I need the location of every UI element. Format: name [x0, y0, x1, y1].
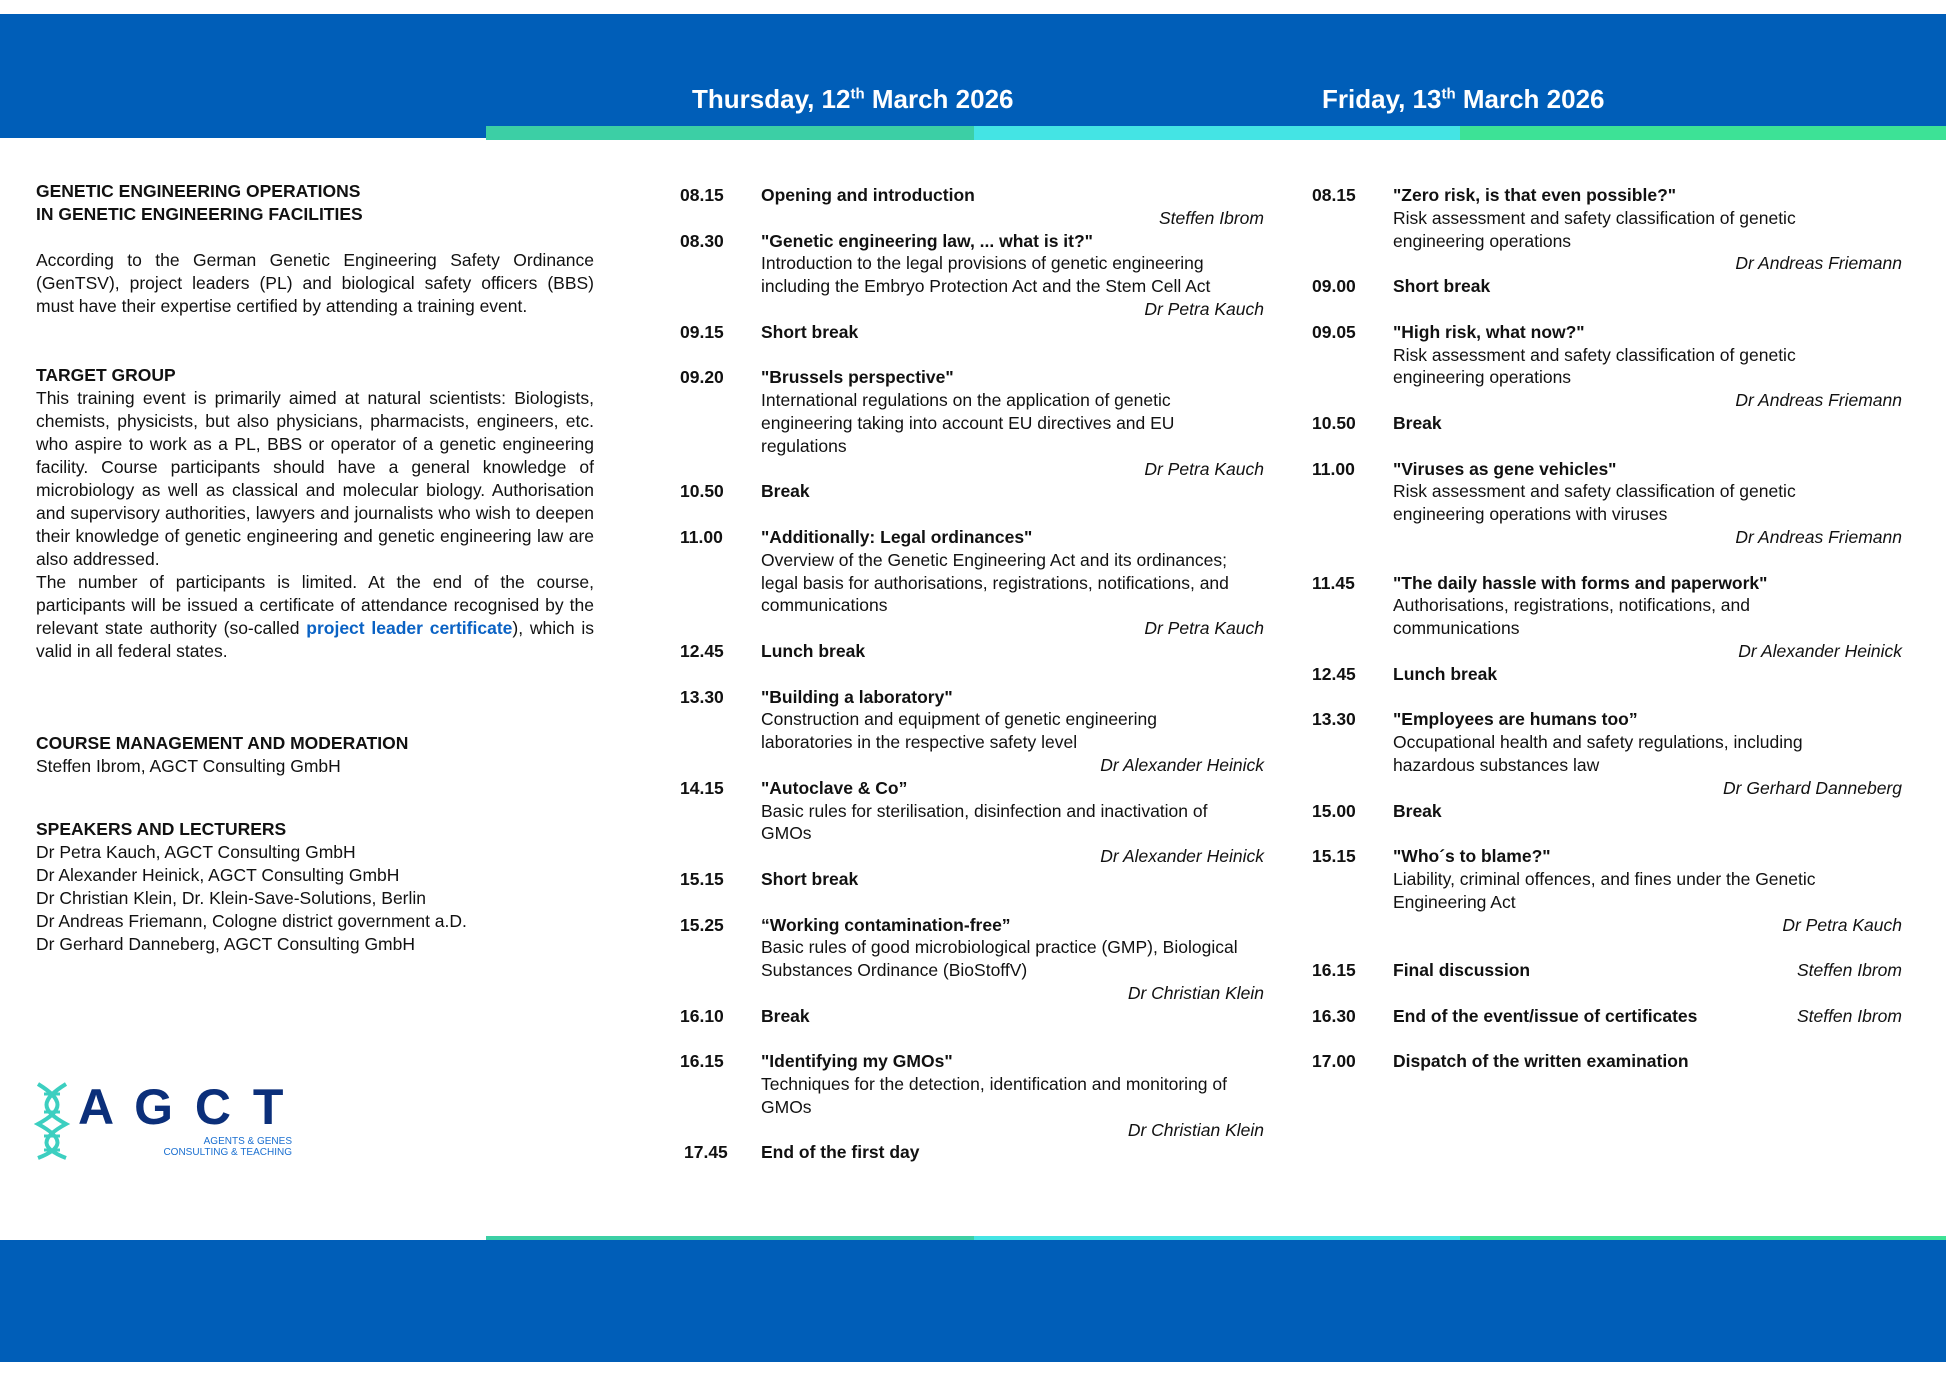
- course-info-column: [36, 180, 594, 956]
- logo-tagline: AGENTS & GENES CONSULTING & TEACHING: [163, 1136, 292, 1158]
- schedule-item: 16.15 Final discussion Steffen Ibrom: [1312, 960, 1902, 981]
- schedule-item: 09.00 Short break: [1312, 276, 1491, 297]
- thursday-heading: Thursday, 12th March 2026: [692, 84, 1014, 114]
- schedule-item: 14.15 "Autoclave & Co” Basic rules for sterilisation, disinfection and inactivation of GMOs Dr Alexander Heinick: [680, 777, 1264, 867]
- speakers-heading: SPEAKERS AND LECTURERS: [36, 819, 287, 839]
- schedule-item: 13.30 "Employees are humans too” Occupational health and safety regulations, including hazardous substances law Dr Gerhard Danneberg: [1312, 709, 1902, 798]
- schedule-item: 15.15 Short break: [680, 868, 859, 889]
- schedule-item: 13.30 "Building a laboratory" Construction and equipment of genetic engineering laboratories in the respective safety level Dr Alexander Heinick: [680, 686, 1264, 775]
- participants-text: The number of participants is limited. At the end of the course, participants will be issued a certificate of attendance recognised by the relevant state authority (so-called project leader certificate), which is valid in all federal states.: [36, 572, 594, 661]
- header-stripe-3: [1460, 126, 1946, 140]
- speaker-item: Dr Petra Kauch, AGCT Consulting GmbH: [36, 842, 356, 862]
- speakers-list: [36, 841, 594, 956]
- schedule-item: 15.15 "Who´s to blame?" Liability, criminal offences, and fines under the Genetic Engineering Act Dr Petra Kauch: [1312, 846, 1902, 935]
- schedule-item: 17.00 Dispatch of the written examination: [1312, 1051, 1689, 1072]
- target-group-heading: TARGET GROUP: [36, 365, 176, 385]
- schedule-item: 12.45 Lunch break: [1312, 663, 1498, 684]
- schedule-item: 16.10 Break: [680, 1005, 810, 1026]
- course-management-text: Steffen Ibrom, AGCT Consulting GmbH: [36, 756, 341, 776]
- project-leader-certificate-link[interactable]: project leader certificate: [306, 618, 513, 638]
- speaker-item: Dr Andreas Friemann, Cologne district government a.D.: [36, 911, 467, 931]
- header-stripe-1: [486, 126, 974, 140]
- schedule-item: 12.45 Lunch break: [680, 640, 866, 661]
- thursday-schedule: [680, 184, 1264, 1164]
- schedule-item: 09.15 Short break: [680, 321, 859, 342]
- schedule-item: 17.45 End of the first day: [684, 1142, 920, 1163]
- schedule-item: 11.45 "The daily hassle with forms and paperwork" Authorisations, registrations, notifications, and communications Dr Alexander Heinick: [1312, 572, 1902, 661]
- main-heading-line-2: IN GENETIC ENGINEERING FACILITIES: [36, 204, 363, 224]
- schedule-item: 08.15 "Zero risk, is that even possible?" Risk assessment and safety classification of genetic engineering operations Dr Andreas Friemann: [1312, 185, 1902, 274]
- speaker-item: Dr Alexander Heinick, AGCT Consulting GmbH: [36, 865, 400, 885]
- friday-schedule: [1312, 184, 1902, 1073]
- speaker-item: Dr Christian Klein, Dr. Klein-Save-Solutions, Berlin: [36, 888, 427, 908]
- schedule-item: 15.00 Break: [1312, 800, 1442, 821]
- course-management-heading: COURSE MANAGEMENT AND MODERATION: [36, 733, 409, 753]
- agct-logo: [34, 1080, 292, 1160]
- main-heading-line-1: GENETIC ENGINEERING OPERATIONS: [36, 181, 361, 201]
- footer-band: [0, 1240, 1946, 1362]
- schedule-item: 16.30 End of the event/issue of certificates Steffen Ibrom: [1312, 1005, 1902, 1026]
- schedule-item: 10.50 Break: [680, 481, 810, 502]
- friday-heading: Friday, 13th March 2026: [1322, 84, 1605, 114]
- schedule-item: 08.30 "Genetic engineering law, ... what is it?" Introduction to the legal provisions of genetic engineering including the Embryo Protection Act and the Stem Cell Act Dr Petra Kauch: [680, 230, 1264, 319]
- header-band: [0, 14, 1946, 138]
- schedule-item: 15.25 “Working contamination-free” Basic rules of good microbiological practice (GMP), Biological Substances Ordinance (BioStoffV) Dr Christian Klein: [680, 914, 1264, 1003]
- header-stripe-2: [974, 126, 1460, 140]
- schedule-item: 11.00 "Viruses as gene vehicles" Risk assessment and safety classification of genetic engineering operations with viruses Dr Andreas Friemann: [1312, 458, 1902, 547]
- schedule-item: 09.20 "Brussels perspective" International regulations on the application of genetic engineering taking into account EU directives and EU regulations Dr Petra Kauch: [680, 367, 1264, 479]
- schedule-item: 16.15 "Identifying my GMOs" Techniques for the detection, identification and monitoring of GMOs Dr Christian Klein: [680, 1051, 1264, 1140]
- target-group-text: This training event is primarily aimed at natural scientists: Biologists, chemists, physicists, but also physicians, pharmacists, engineers, etc. who aspire to work as a PL, BBS or operator of a genetic engineering facility. Course participants should have a general knowledge of microbiology as well as classical and molecular biology. Authorisation and supervisory authorities, lawyers and journalists who wish to deepen their knowledge of genetic engineering and genetic engineering law are also addressed.: [36, 388, 594, 569]
- schedule-item: 10.50 Break: [1312, 412, 1442, 433]
- logo-wordmark: A G C T: [78, 1079, 288, 1135]
- schedule-item: 08.15 Opening and introduction Steffen Ibrom: [680, 185, 1264, 228]
- schedule-item: 11.00 "Additionally: Legal ordinances" Overview of the Genetic Engineering Act and its ordinances; legal basis for authorisations, registrations, notifications, and communications Dr Petra Kauch: [680, 526, 1264, 639]
- speaker-item: Dr Gerhard Danneberg, AGCT Consulting GmbH: [36, 934, 416, 954]
- schedule-item: 09.05 "High risk, what now?" Risk assessment and safety classification of genetic engineering operations Dr Andreas Friemann: [1312, 321, 1902, 411]
- intro-paragraph: According to the German Genetic Engineering Safety Ordinance (GenTSV), project leaders (PL) and biological safety officers (BBS) must have their expertise certified by attending a training event.: [36, 250, 594, 316]
